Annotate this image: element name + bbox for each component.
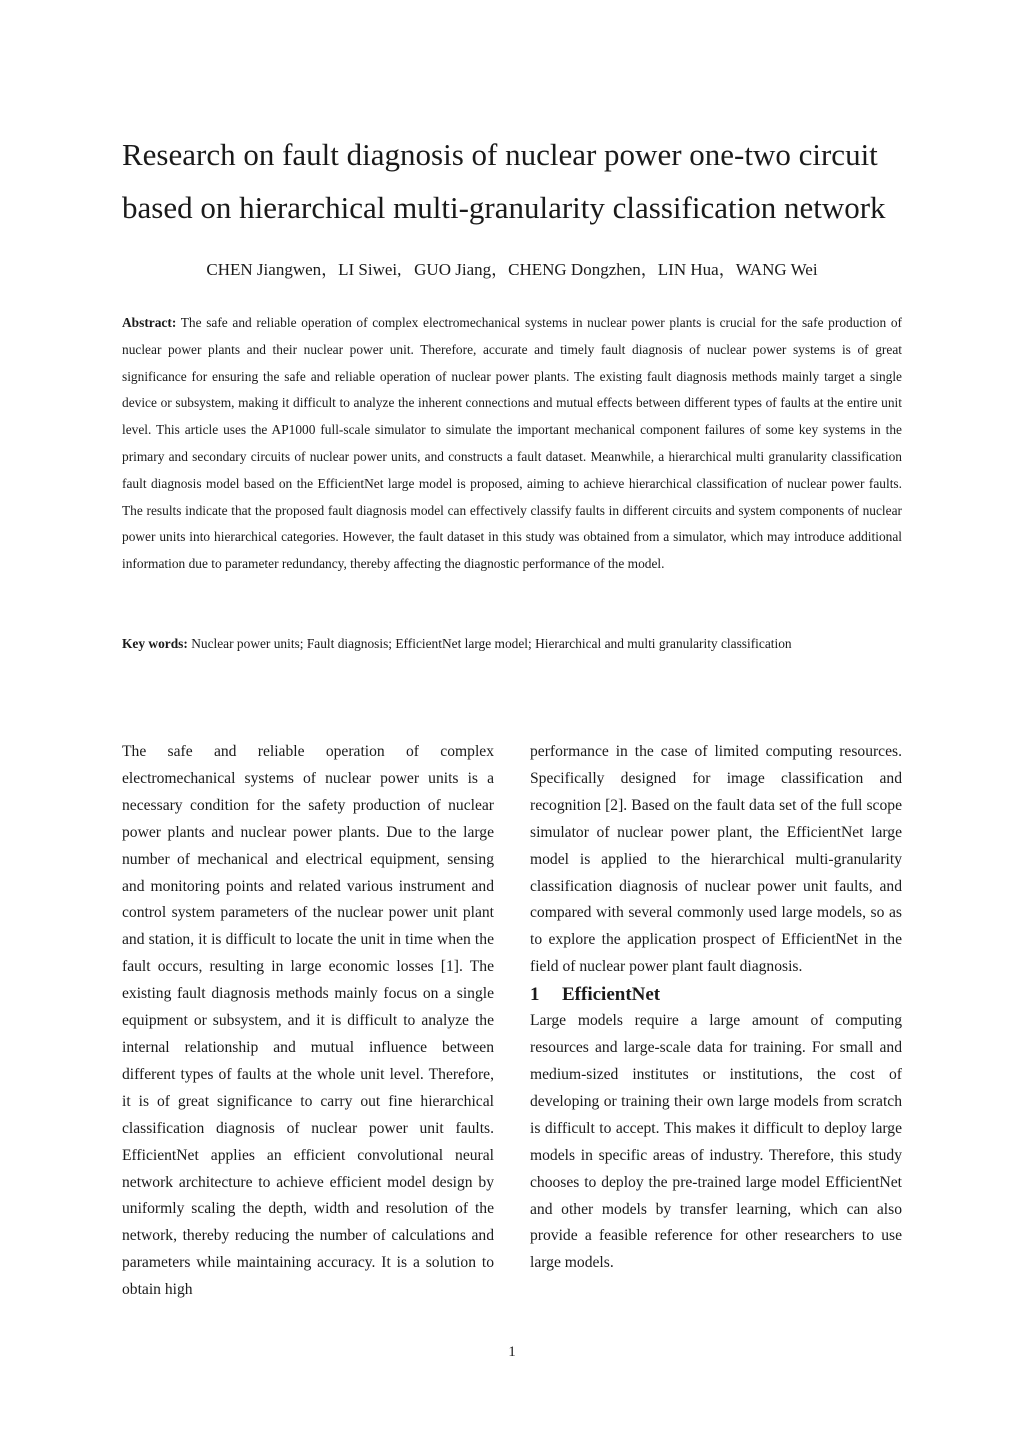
author-list: CHEN Jiangwen，LI Siwei, GUO Jiang，CHENG Dongzhen，LIN Hua，WANG Wei [206, 260, 818, 279]
paper-title [122, 128, 912, 234]
title-line-2: based on hierarchical multi-granularity classification network [122, 190, 886, 225]
keywords-label: Key words: [122, 636, 188, 651]
abstract-text: The safe and reliable operation of complex electromechanical systems in nuclear power plants is crucial for the safe production of nuclear power plants and their nuclear power unit. Therefore, accurate and timely fault diagnosis of nuclear power systems is of great significance for ensuring the safe and reliable operation of nuclear power plants. The existing fault diagnosis methods mainly target a single device or subsystem, making it difficult to analyze the inherent connections and mutual effects between different types of faults at the entire unit level. This article uses the AP1000 full-scale simulator to simulate the important mechanical component failures of some key systems in the primary and secondary circuits of nuclear power units, and constructs a fault dataset. Meanwhile, a hierarchical multi granularity classification fault diagnosis model based on the EfficientNet large model is proposed, aiming to achieve hierarchical classification of nuclear power faults. The results indicate that the proposed fault diagnosis model can effectively classify faults in different circuits and system components of nuclear power units into hierarchical categories. However, the fault dataset in this study was obtained from a simulator, which may introduce additional information due to parameter redundancy, thereby affecting the diagnostic performance of the model. [122, 315, 902, 572]
body-column-right [530, 739, 902, 1277]
section-title: EfficientNet [562, 984, 661, 1006]
keywords-text: Nuclear power units; Fault diagnosis; EfficientNet large model; Hierarchical and multi granularity classification [191, 636, 792, 651]
section-number: 1 [530, 984, 540, 1006]
page-number: 1 [508, 1344, 516, 1360]
section-paragraph: Large models require a large amount of computing resources and large-scale data for training. For small and medium-sized institutes or institutions, the cost of developing or training their own large models from scratch is difficult to accept. This makes it difficult to deploy large models in specific areas of industry. Therefore, this study chooses to deploy the pre-trained large model EfficientNet and other models by transfer learning, which can also provide a feasible reference for other researchers to use large models. [530, 1012, 902, 1272]
section-heading [530, 981, 902, 1008]
abstract [122, 310, 902, 578]
intro-paragraph: The safe and reliable operation of complex electromechanical systems of nuclear power units is a necessary condition for the safety production of nuclear power plants and nuclear power plants. Due to the large number of mechanical and electrical equipment, sensing and monitoring points and related various instrument and control system parameters of the nuclear power unit plant and station, it is difficult to locate the unit in time when the fault occurs, resulting in large economic losses [1]. The existing fault diagnosis methods mainly focus on a single equipment or subsystem, and it is difficult to analyze the internal relationship and mutual influence between different types of faults at the whole unit level. Therefore, it is of great significance to carry out fine hierarchical classification diagnosis of nuclear power unit faults. EfficientNet applies an efficient convolutional neural network architecture to achieve efficient model design by uniformly scaling the depth, width and resolution of the network, thereby reducing the number of calculations and parameters while maintaining accuracy. It is a solution to obtain high [122, 743, 494, 1299]
body-column-left [122, 739, 494, 1304]
keywords [122, 631, 902, 658]
intro-paragraph-continued: performance in the case of limited computing resources. Specifically designed for image classification and recognition [2]. Based on the fault data set of the full scope simulator of nuclear power plant, the EfficientNet large model is applied to the hierarchical multi-granularity classification diagnosis of nuclear power unit faults, and compared with several commonly used large models, so as to explore the application prospect of EfficientNet in the field of nuclear power plant fault diagnosis. [530, 743, 902, 976]
abstract-label: Abstract: [122, 315, 177, 330]
title-line-1: Research on fault diagnosis of nuclear power one-two circuit [122, 137, 878, 172]
